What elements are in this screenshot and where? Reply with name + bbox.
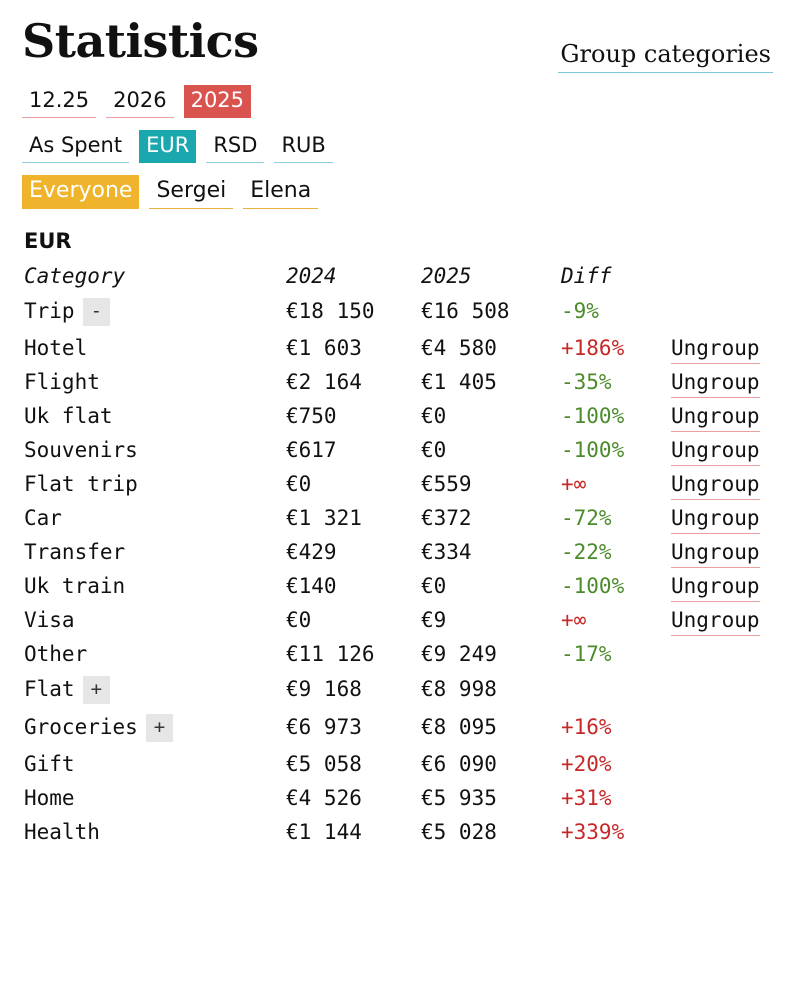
cell-year2-amount: €0 — [421, 404, 447, 428]
people-filter-row — [22, 175, 777, 209]
cell-diff: +20% — [561, 752, 612, 776]
ungroup-button[interactable]: Ungroup — [671, 574, 760, 602]
cell-diff: +186% — [561, 336, 625, 360]
cell-actions — [671, 747, 777, 781]
expand-toggle-button[interactable]: + — [83, 676, 110, 704]
cell-diff: -9% — [561, 299, 599, 323]
cell-actions — [671, 433, 777, 467]
category-name[interactable]: Trip — [24, 299, 75, 323]
cell-category — [22, 501, 286, 535]
cell-category — [22, 365, 286, 399]
cell-category — [22, 603, 286, 637]
cell-actions — [671, 569, 777, 603]
category-name[interactable]: Flight — [24, 370, 100, 394]
cell-year1-amount: €0 — [286, 608, 312, 632]
cell-year2-amount: €4 580 — [421, 336, 497, 360]
currency-chip-rub[interactable]: RUB — [274, 130, 332, 163]
cell-year2-amount: €5 028 — [421, 820, 497, 844]
cell-actions — [671, 637, 777, 671]
cell-actions — [671, 399, 777, 433]
collapse-toggle-button[interactable]: - — [83, 298, 110, 326]
cell-category — [22, 637, 286, 671]
cell-category — [22, 331, 286, 365]
cell-diff: +31% — [561, 786, 612, 810]
table-row — [22, 331, 777, 365]
period-chip-12-25[interactable]: 12.25 — [22, 85, 96, 118]
cell-year2-amount: €9 — [421, 608, 447, 632]
table-header — [22, 259, 777, 293]
person-chip-elena[interactable]: Elena — [243, 175, 318, 209]
cell-year1-amount: €1 321 — [286, 506, 362, 530]
cell-diff: -100% — [561, 438, 625, 462]
table-row — [22, 467, 777, 501]
cell-category — [22, 781, 286, 815]
column-header-year2: 2025 — [421, 264, 472, 288]
page-header — [22, 14, 777, 73]
cell-actions — [671, 501, 777, 535]
cell-diff: -22% — [561, 540, 612, 564]
cell-year1-amount: €2 164 — [286, 370, 362, 394]
table-row — [22, 603, 777, 637]
category-name[interactable]: Visa — [24, 608, 75, 632]
table-row — [22, 747, 777, 781]
table-row — [22, 535, 777, 569]
table-row — [22, 433, 777, 467]
table-row — [22, 709, 777, 747]
table-row — [22, 637, 777, 671]
currency-filter-row — [22, 130, 777, 163]
cell-year1-amount: €0 — [286, 472, 312, 496]
category-name[interactable]: Health — [24, 820, 100, 844]
expand-toggle-button[interactable]: + — [146, 714, 173, 742]
category-name[interactable]: Uk train — [24, 574, 126, 598]
cell-diff: +16% — [561, 715, 612, 739]
cell-year2-amount: €5 935 — [421, 786, 497, 810]
cell-diff: -35% — [561, 370, 612, 394]
cell-diff: -17% — [561, 642, 612, 666]
cell-category — [22, 399, 286, 433]
cell-year1-amount: €11 126 — [286, 642, 375, 666]
cell-year2-amount: €9 249 — [421, 642, 497, 666]
cell-diff: +∞ — [561, 472, 587, 496]
period-chip-2025[interactable]: 2025 — [184, 85, 251, 118]
cell-diff: +∞ — [561, 608, 587, 632]
cell-year1-amount: €750 — [286, 404, 337, 428]
cell-category — [22, 293, 286, 331]
statistics-table — [22, 259, 777, 849]
cell-year2-amount: €8 998 — [421, 677, 497, 701]
cell-actions — [671, 331, 777, 365]
table-row — [22, 569, 777, 603]
category-name[interactable]: Transfer — [24, 540, 126, 564]
column-header-category: Category — [24, 264, 126, 288]
column-header-diff: Diff — [561, 264, 612, 288]
category-name[interactable]: Uk flat — [24, 404, 113, 428]
cell-category — [22, 671, 286, 709]
cell-year2-amount: €0 — [421, 438, 447, 462]
column-header-actions — [671, 259, 777, 293]
cell-category — [22, 815, 286, 849]
person-chip-sergei[interactable]: Sergei — [149, 175, 233, 209]
table-row — [22, 293, 777, 331]
currency-chip-rsd[interactable]: RSD — [206, 130, 264, 163]
cell-category — [22, 569, 286, 603]
table-body — [22, 293, 777, 849]
cell-actions — [671, 293, 777, 331]
period-filter-row — [22, 85, 777, 118]
category-name[interactable]: Flat trip — [24, 472, 138, 496]
category-name[interactable]: Gift — [24, 752, 75, 776]
cell-category — [22, 709, 286, 747]
category-name[interactable]: Flat — [24, 677, 75, 701]
cell-year1-amount: €617 — [286, 438, 337, 462]
ungroup-button[interactable]: Ungroup — [671, 608, 760, 636]
category-name[interactable]: Hotel — [24, 336, 88, 360]
cell-actions — [671, 781, 777, 815]
cell-year2-amount: €16 508 — [421, 299, 510, 323]
cell-actions — [671, 603, 777, 637]
cell-year2-amount: €559 — [421, 472, 472, 496]
table-row — [22, 365, 777, 399]
ungroup-button[interactable]: Ungroup — [671, 506, 760, 534]
table-row — [22, 815, 777, 849]
cell-year1-amount: €140 — [286, 574, 337, 598]
column-header-year1: 2024 — [286, 264, 337, 288]
cell-year2-amount: €8 095 — [421, 715, 497, 739]
cell-year1-amount: €4 526 — [286, 786, 362, 810]
table-row — [22, 671, 777, 709]
ungroup-button[interactable]: Ungroup — [671, 540, 760, 568]
category-name[interactable]: Souvenirs — [24, 438, 138, 462]
category-name[interactable]: Home — [24, 786, 75, 810]
cell-year1-amount: €1 603 — [286, 336, 362, 360]
cell-year1-amount: €6 973 — [286, 715, 362, 739]
cell-actions — [671, 467, 777, 501]
person-chip-everyone[interactable]: Everyone — [22, 175, 139, 209]
cell-diff — [561, 671, 671, 709]
cell-year2-amount: €372 — [421, 506, 472, 530]
cell-actions — [671, 709, 777, 747]
category-name[interactable]: Groceries — [24, 715, 138, 739]
cell-year2-amount: €0 — [421, 574, 447, 598]
cell-year1-amount: €18 150 — [286, 299, 375, 323]
currency-chip-as-spent[interactable]: As Spent — [22, 130, 129, 163]
period-chip-2026[interactable]: 2026 — [106, 85, 173, 118]
ungroup-button[interactable]: Ungroup — [671, 438, 760, 466]
table-currency-label: EUR — [24, 229, 72, 253]
cell-category — [22, 535, 286, 569]
ungroup-button[interactable]: Ungroup — [671, 336, 760, 364]
cell-year1-amount: €1 144 — [286, 820, 362, 844]
table-row — [22, 781, 777, 815]
category-name[interactable]: Car — [24, 506, 62, 530]
table-row — [22, 399, 777, 433]
cell-category — [22, 467, 286, 501]
cell-actions — [671, 535, 777, 569]
cell-year2-amount: €334 — [421, 540, 472, 564]
table-row — [22, 501, 777, 535]
ungroup-button[interactable]: Ungroup — [671, 370, 760, 398]
cell-actions — [671, 365, 777, 399]
cell-year1-amount: €5 058 — [286, 752, 362, 776]
cell-actions — [671, 815, 777, 849]
ungroup-button[interactable]: Ungroup — [671, 404, 760, 432]
cell-diff: -72% — [561, 506, 612, 530]
cell-actions — [671, 671, 777, 709]
cell-year1-amount: €9 168 — [286, 677, 362, 701]
cell-diff: -100% — [561, 404, 625, 428]
table-header-row — [22, 259, 777, 293]
cell-category — [22, 747, 286, 781]
cell-diff: -100% — [561, 574, 625, 598]
cell-year2-amount: €6 090 — [421, 752, 497, 776]
cell-year1-amount: €429 — [286, 540, 337, 564]
cell-year2-amount: €1 405 — [421, 370, 497, 394]
ungroup-button[interactable]: Ungroup — [671, 472, 760, 500]
cell-category — [22, 433, 286, 467]
page-title: Statistics — [22, 14, 259, 68]
cell-diff: +339% — [561, 820, 625, 844]
group-categories-button[interactable]: Group categories — [558, 40, 773, 73]
category-name[interactable]: Other — [24, 642, 88, 666]
currency-chip-eur[interactable]: EUR — [139, 130, 196, 163]
